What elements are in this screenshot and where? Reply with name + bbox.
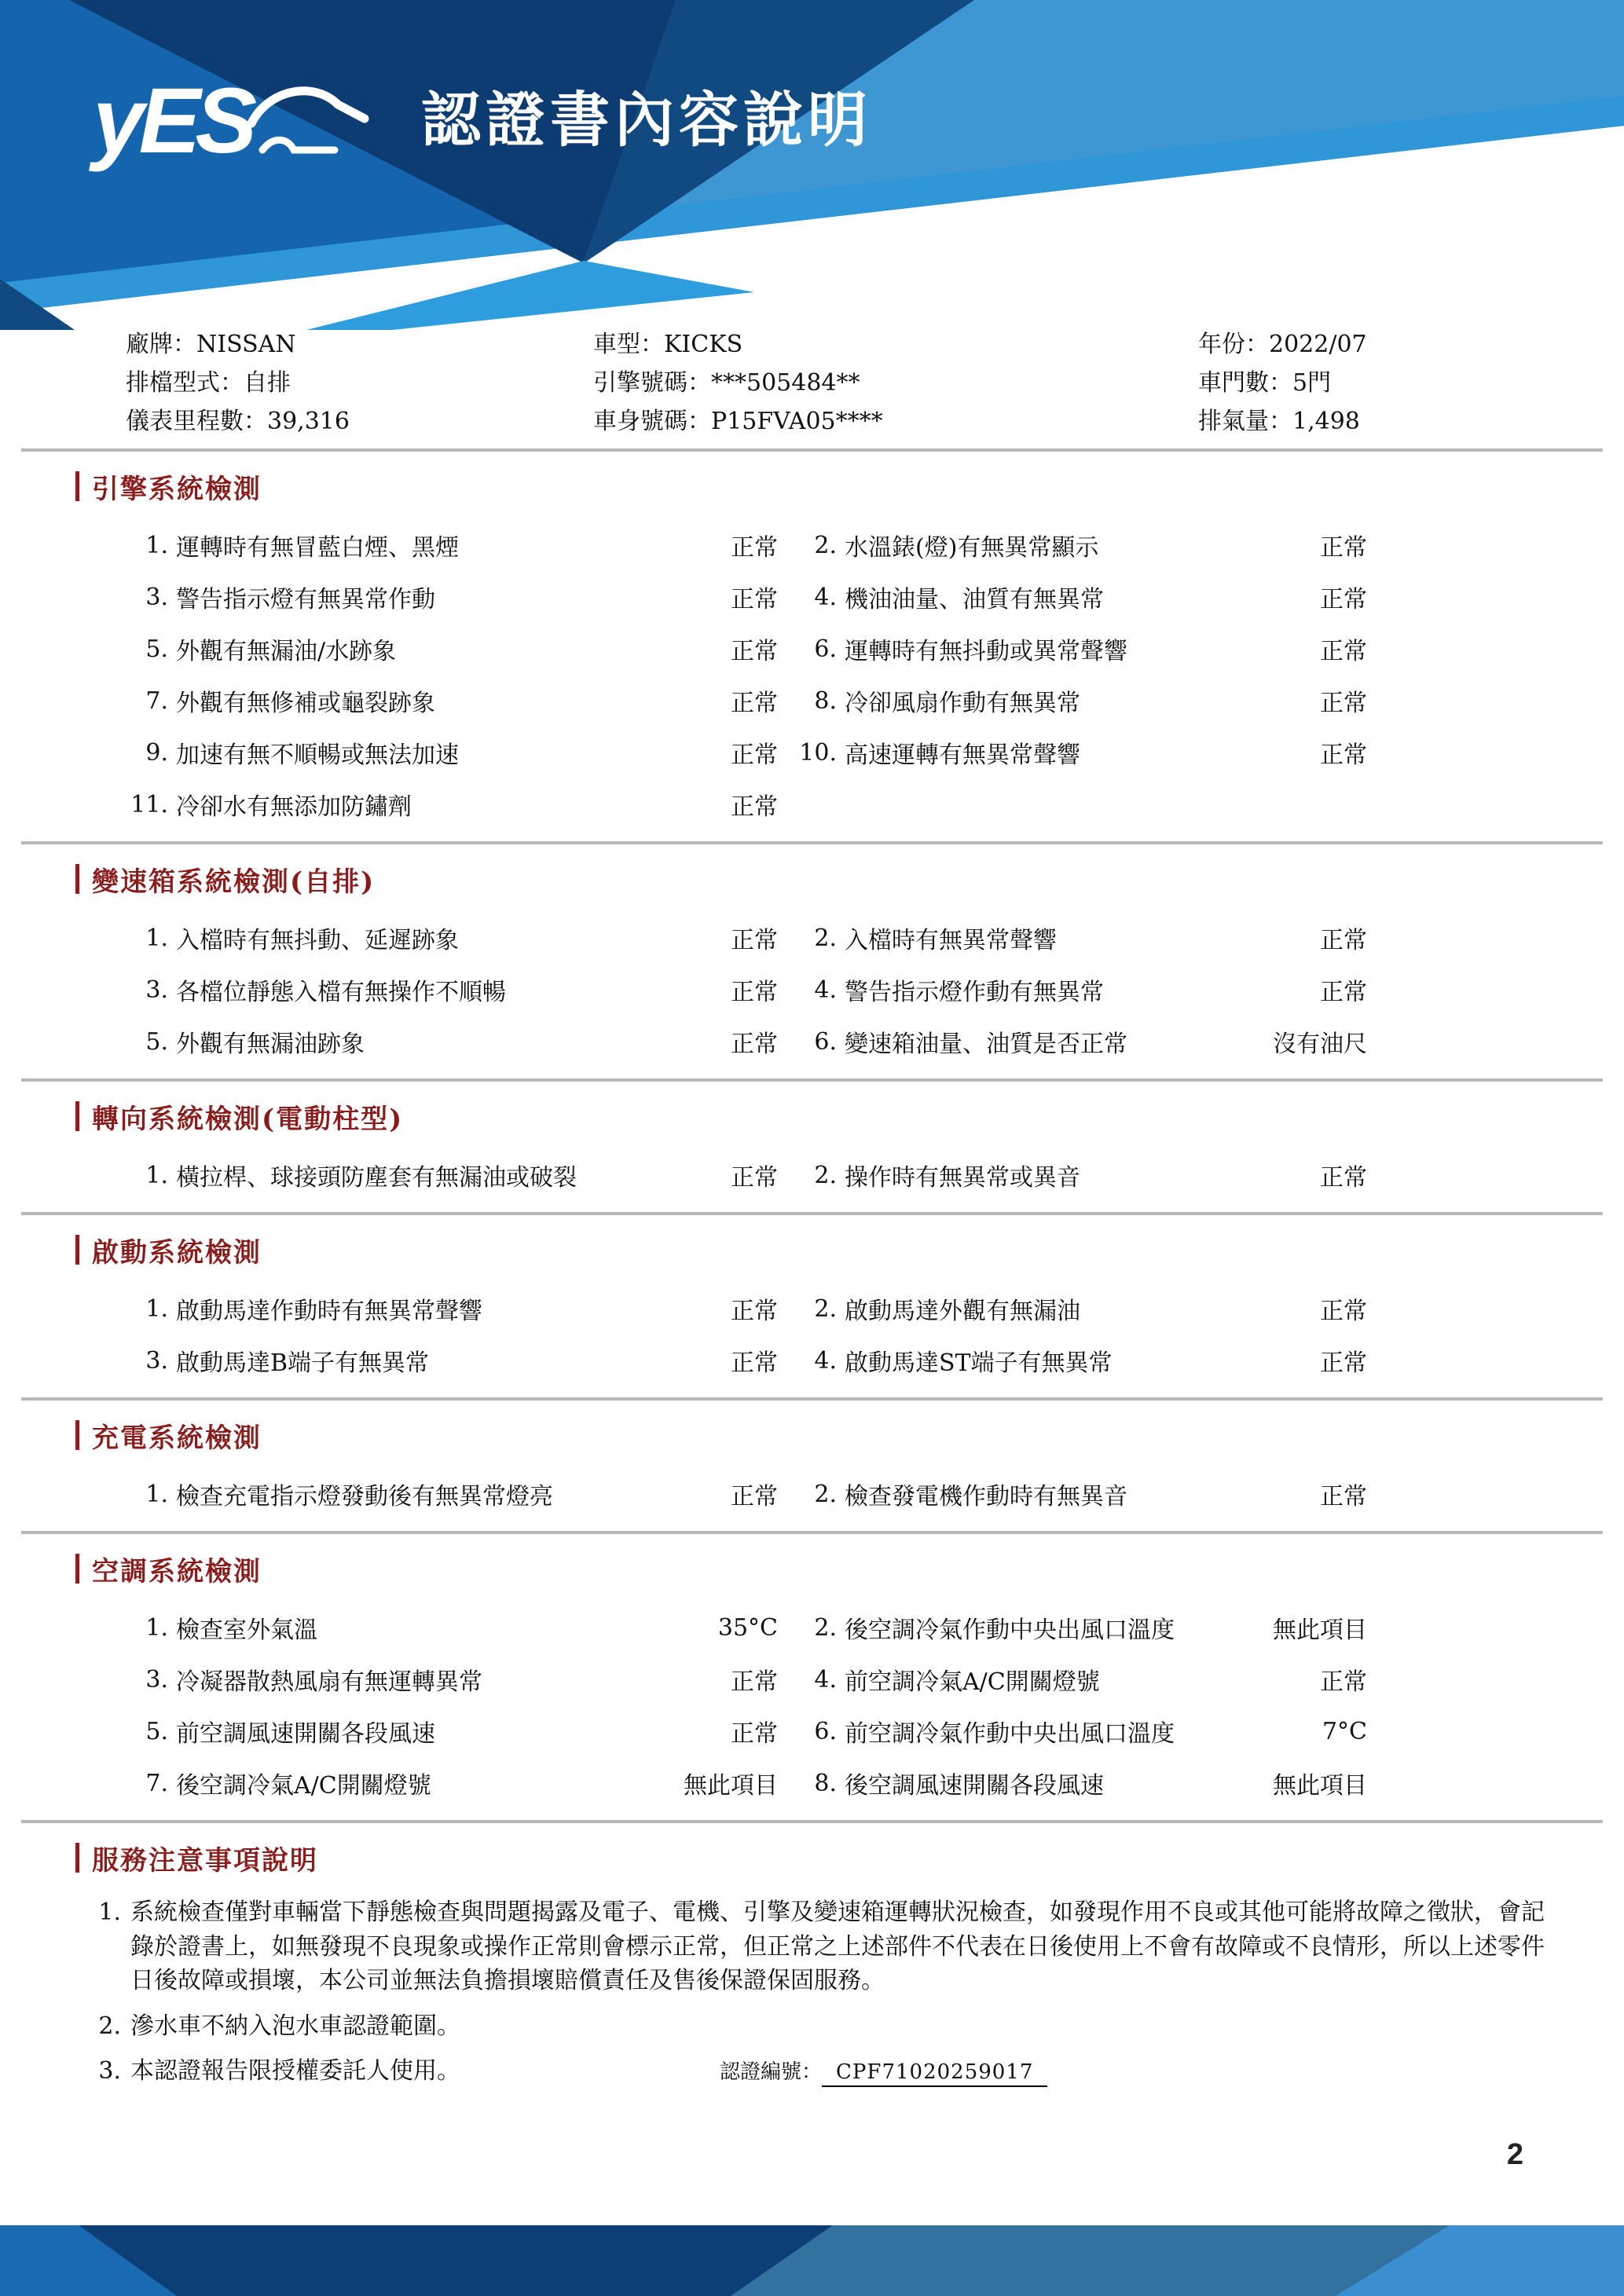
red-bar (75, 1235, 79, 1265)
check-row (126, 623, 1516, 675)
item-no: 8. (814, 687, 837, 715)
document-body (0, 316, 1624, 2100)
vehicle-field-doors (1198, 363, 1624, 397)
item-text: 機油油量、油質有無異常 (845, 586, 1104, 613)
item-no: 2. (814, 924, 837, 952)
item-text: 後空調冷氣作動中央出風口溫度 (845, 1617, 1175, 1644)
divider (21, 1531, 1603, 1534)
item-text: 前空調風速開關各段風速 (176, 1720, 435, 1748)
section-title (75, 469, 1624, 504)
item-text: 檢查室外氣溫 (176, 1617, 317, 1644)
item-text: 操作時有無異常或異音 (845, 1164, 1080, 1192)
item-no: 4. (814, 1346, 837, 1375)
page-number: 2 (1506, 2138, 1523, 2171)
section-starter (0, 1232, 1624, 1386)
item-result: 正常 (731, 1164, 778, 1192)
car-outline-icon (247, 75, 380, 161)
vehicle-info (126, 322, 1624, 438)
red-bar (75, 864, 79, 894)
section-title (75, 1099, 1624, 1133)
item-result: 正常 (731, 979, 778, 1006)
section-service-notes (0, 1840, 1624, 2089)
item-text: 外觀有無漏油/水跡象 (176, 638, 397, 665)
item-text: 外觀有無修補或龜裂跡象 (176, 690, 435, 717)
section-title-text: 引擎系統檢測 (92, 473, 262, 505)
item-no: 3. (145, 1665, 168, 1694)
field-value: 39,316 (267, 407, 350, 435)
item-no: 4. (814, 1665, 837, 1694)
item-no: 3. (145, 976, 168, 1004)
item-text: 後空調冷氣A/C開關燈號 (176, 1772, 431, 1800)
item-no: 1. (145, 531, 168, 559)
item-text: 入檔時有無抖動、延遲跡象 (176, 927, 459, 954)
divider (21, 1078, 1603, 1082)
item-result: 正常 (731, 1720, 778, 1748)
item-text: 啟動馬達B端子有無異常 (176, 1349, 430, 1377)
item-text: 加速有無不順暢或無法加速 (176, 742, 459, 769)
item-no: 1. (145, 1480, 168, 1508)
section-engine (0, 469, 1624, 830)
section-transmission (0, 862, 1624, 1067)
check-row (126, 1705, 1516, 1757)
item-no: 2. (814, 1480, 837, 1508)
item-text: 高速運轉有無異常聲響 (845, 742, 1080, 769)
item-result: 正常 (731, 1349, 778, 1377)
section-title-text: 空調系統檢測 (92, 1555, 262, 1587)
section-items (126, 519, 1516, 830)
item-text: 警告指示燈作動有無異常 (845, 979, 1104, 1006)
item-result: 正常 (731, 586, 778, 613)
item-result: 正常 (731, 1483, 778, 1511)
item-text: 入檔時有無異常聲響 (845, 927, 1057, 954)
vehicle-field-vin (593, 401, 1198, 436)
item-result: 正常 (731, 638, 778, 665)
vehicle-field-model (593, 324, 1198, 359)
item-no: 6. (814, 1717, 837, 1745)
item-result: 正常 (731, 742, 778, 769)
field-label: 廠牌： (126, 330, 196, 358)
item-no: 8. (814, 1769, 837, 1797)
section-charging (0, 1418, 1624, 1520)
footer-banner (0, 2225, 1624, 2296)
item-result: 正常 (731, 1298, 778, 1325)
certificate-number-block (720, 2058, 1047, 2088)
section-title-text: 轉向系統檢測(電動柱型) (92, 1103, 404, 1135)
item-text: 前空調冷氣作動中央出風口溫度 (845, 1720, 1175, 1748)
red-bar (75, 1420, 79, 1450)
section-items (126, 1283, 1516, 1386)
item-result: 無此項目 (684, 1772, 778, 1800)
item-no: 5. (145, 1027, 168, 1056)
note-item (86, 2009, 1561, 2044)
item-text: 前空調冷氣A/C開關燈號 (845, 1668, 1100, 1696)
item-text: 各檔位靜態入檔有無操作不順暢 (176, 979, 506, 1006)
note-item (86, 2054, 1561, 2089)
field-label: 車型： (593, 330, 664, 358)
item-no: 4. (814, 583, 837, 611)
field-label: 排檔型式： (126, 368, 244, 397)
item-text: 啟動馬達作動時有無異常聲響 (176, 1298, 482, 1325)
item-result: 正常 (1320, 979, 1367, 1006)
item-no: 2. (814, 1613, 837, 1642)
item-no: 2. (814, 1161, 837, 1189)
item-result: 正常 (1320, 638, 1367, 665)
red-bar (75, 471, 79, 501)
note-item (86, 1895, 1561, 1998)
item-text: 冷凝器散熱風扇有無運轉異常 (176, 1668, 482, 1696)
divider (21, 1820, 1603, 1823)
item-no: 5. (145, 635, 168, 663)
section-title (75, 1418, 1624, 1452)
item-no: 3. (145, 583, 168, 611)
field-value: KICKS (664, 330, 743, 358)
item-text: 冷卻水有無添加防鏽劑 (176, 793, 412, 821)
notes-list (86, 1895, 1561, 2089)
item-no: 1. (145, 1613, 168, 1642)
field-label: 車門數： (1198, 368, 1292, 397)
item-no: 7. (145, 687, 168, 715)
check-row (126, 727, 1516, 778)
item-text: 運轉時有無抖動或異常聲響 (845, 638, 1127, 665)
item-result: 正常 (1320, 1668, 1367, 1696)
check-row (126, 1468, 1516, 1520)
field-value: 1,498 (1292, 407, 1360, 435)
item-result: 正常 (731, 1668, 778, 1696)
section-title (75, 1232, 1624, 1267)
section-items (126, 1468, 1516, 1520)
divider (21, 1397, 1603, 1401)
item-result: 正常 (1320, 1483, 1367, 1511)
field-label: 儀表里程數： (126, 407, 267, 435)
field-value: P15FVA05**** (711, 407, 883, 435)
item-text: 後空調風速開關各段風速 (845, 1772, 1104, 1800)
note-text: 系統檢查僅對車輛當下靜態檢查與問題揭露及電子、電機、引擎及變速箱運轉狀況檢查，如發現作用不良或其他可能將故障之徵狀，會記錄於證書上，如無發現不良現象或操作正常則會標示正常，但正常之上述部件不代表在日後使用上不會有故障或不良情形，所以上述零件日後故障或損壞，本公司並無法負擔損壞賠償責任及售後保證保固服務。 (130, 1899, 1545, 1994)
check-row (126, 1335, 1516, 1386)
item-no: 7. (145, 1769, 168, 1797)
item-text: 啟動馬達ST端子有無異常 (845, 1349, 1113, 1377)
item-result: 無此項目 (1273, 1772, 1367, 1800)
item-no: 1. (145, 1161, 168, 1189)
item-text: 檢查充電指示燈發動後有無異常燈亮 (176, 1483, 553, 1511)
item-no: 6. (814, 635, 837, 663)
check-row (126, 1653, 1516, 1705)
item-result: 35°C (717, 1613, 778, 1642)
field-value: 2022/07 (1269, 330, 1367, 358)
item-text: 橫拉桿、球接頭防塵套有無漏油或破裂 (176, 1164, 577, 1192)
vehicle-field-displacement (1198, 401, 1624, 436)
page-title: 認證書內容說明 (421, 87, 873, 154)
item-no: 4. (814, 976, 837, 1004)
item-no: 6. (814, 1027, 837, 1056)
note-text: 本認證報告限授權委託人使用。 (130, 2057, 460, 2085)
section-items (126, 1602, 1516, 1809)
item-text: 外觀有無漏油跡象 (176, 1031, 365, 1058)
field-label: 車身號碼： (593, 407, 711, 435)
field-label: 引擎號碼： (593, 368, 711, 397)
check-row (126, 778, 1516, 830)
field-value: ***505484** (711, 368, 860, 397)
section-steering (0, 1099, 1624, 1201)
field-label: 年份： (1198, 330, 1269, 358)
check-row (126, 519, 1516, 571)
red-bar (75, 1843, 79, 1873)
section-aircon (0, 1551, 1624, 1809)
item-result: 正常 (1320, 1164, 1367, 1192)
item-text: 檢查發電機作動時有無異音 (845, 1483, 1127, 1511)
item-result: 正常 (1320, 690, 1367, 717)
section-title-text: 充電系統檢測 (92, 1422, 262, 1454)
item-result: 正常 (1320, 1349, 1367, 1377)
item-no: 2. (814, 1294, 837, 1323)
check-row (126, 1283, 1516, 1335)
red-bar (75, 1554, 79, 1584)
check-row (126, 571, 1516, 623)
item-text: 啟動馬達外觀有無漏油 (845, 1298, 1080, 1325)
field-label: 排氣量： (1198, 407, 1292, 435)
item-no: 5. (145, 1717, 168, 1745)
item-text: 水溫錶(燈)有無異常顯示 (845, 534, 1099, 562)
certificate-number-value: CPF71020259017 (822, 2060, 1047, 2087)
vehicle-field-mileage (126, 401, 593, 436)
divider (21, 449, 1603, 452)
certificate-number-label: 認證編號： (720, 2060, 823, 2084)
vehicle-field-year (1198, 324, 1624, 359)
item-result: 正常 (731, 1031, 778, 1058)
section-title (75, 1840, 1624, 1875)
yes-logo (93, 69, 380, 173)
section-items (126, 1149, 1516, 1201)
vehicle-field-transmission-type (126, 363, 593, 397)
field-value: 自排 (244, 368, 291, 397)
item-result: 沒有油尺 (1273, 1031, 1367, 1058)
section-title-text: 變速箱系統檢測(自排) (92, 866, 376, 898)
item-no: 11. (130, 790, 168, 818)
item-no: 1. (145, 1294, 168, 1323)
vehicle-field-brand (126, 324, 593, 359)
item-result: 無此項目 (1273, 1617, 1367, 1644)
item-no: 2. (814, 531, 837, 559)
item-result: 7°C (1322, 1717, 1367, 1745)
divider (21, 1212, 1603, 1215)
item-result: 正常 (1320, 742, 1367, 769)
check-row (126, 964, 1516, 1016)
section-title-text: 服務注意事項說明 (92, 1844, 318, 1877)
check-row (126, 1149, 1516, 1201)
item-result: 正常 (731, 927, 778, 954)
section-title (75, 862, 1624, 896)
divider (21, 841, 1603, 844)
item-no: 3. (145, 1346, 168, 1375)
item-text: 冷卻風扇作動有無異常 (845, 690, 1080, 717)
item-result: 正常 (731, 690, 778, 717)
item-text: 變速箱油量、油質是否正常 (845, 1031, 1127, 1058)
field-value: NISSAN (196, 330, 296, 358)
item-no: 9. (145, 738, 168, 767)
header-content (93, 66, 872, 176)
note-text: 滲水車不納入泡水車認證範圍。 (130, 2012, 460, 2040)
check-row (126, 1757, 1516, 1809)
item-result: 正常 (1320, 586, 1367, 613)
item-result: 正常 (731, 793, 778, 821)
item-result: 正常 (1320, 927, 1367, 954)
check-row (126, 675, 1516, 727)
note-number: 3. (98, 2057, 121, 2085)
item-result: 正常 (1320, 534, 1367, 562)
item-text: 警告指示燈有無異常作動 (176, 586, 435, 613)
field-value: 5門 (1292, 368, 1332, 397)
section-title (75, 1551, 1624, 1586)
note-text-line (130, 2054, 1561, 2089)
yes-logo-text: yES (93, 69, 252, 173)
note-number: 2. (98, 2012, 121, 2040)
vehicle-field-engine-no (593, 363, 1198, 397)
item-result: 正常 (1320, 1298, 1367, 1325)
check-row (126, 1016, 1516, 1067)
item-no: 10. (799, 738, 837, 767)
note-number: 1. (98, 1899, 121, 1926)
section-items (126, 912, 1516, 1067)
check-row (126, 912, 1516, 964)
section-title-text: 啟動系統檢測 (92, 1236, 262, 1269)
item-text: 運轉時有無冒藍白煙、黑煙 (176, 534, 459, 562)
check-row (126, 1602, 1516, 1653)
red-bar (75, 1101, 79, 1131)
item-no: 1. (145, 924, 168, 952)
item-result: 正常 (731, 534, 778, 562)
